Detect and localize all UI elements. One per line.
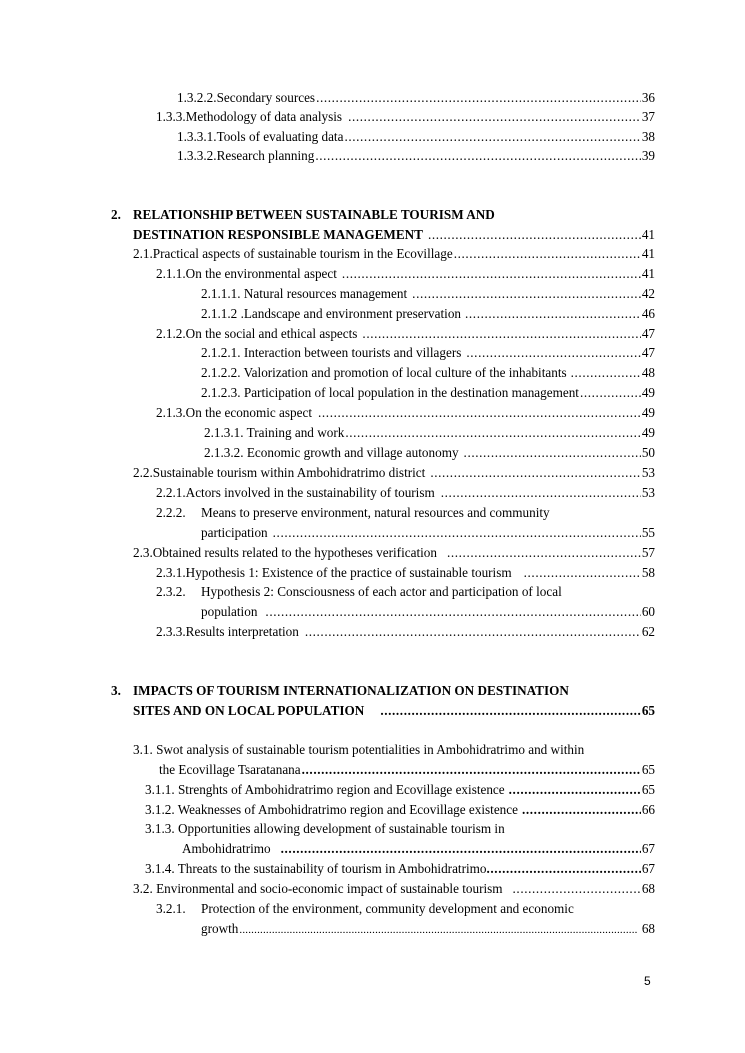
toc-page-number: 66: [641, 802, 655, 817]
toc-entry-title-line1[interactable]: 3.1.3. Opportunities allowing development of sustainable tourism in: [145, 821, 505, 836]
toc-entry[interactable]: [145, 782, 655, 798]
toc-leader-dots: [465, 306, 641, 322]
toc-leader-dots: [464, 445, 641, 461]
toc-entry[interactable]: [201, 525, 655, 541]
toc-page-number: 60: [641, 604, 655, 619]
toc-leader-dots: [524, 565, 641, 581]
toc-entry-title: 2.3.Obtained results related to the hypotheses verification: [133, 545, 437, 560]
toc-page-number: 46: [641, 306, 655, 321]
toc-entry-title-line2: participation: [201, 525, 268, 540]
toc-entry-title: 2.1.Practical aspects of sustainable tourism in the Ecovillage: [133, 246, 453, 261]
toc-leader-dots: [466, 345, 640, 361]
toc-leader-dots: [428, 227, 641, 243]
section-title-line2: DESTINATION RESPONSIBLE MANAGEMENT: [133, 227, 423, 242]
toc-leader-dots: [316, 90, 641, 106]
toc-entry-title: 2.1.2.3. Participation of local population in the destination management: [201, 385, 579, 400]
toc-page-number: 49: [641, 425, 655, 440]
toc-page-number: 48: [641, 365, 655, 380]
toc-entry-number: 2.1.1.: [156, 266, 186, 281]
toc-entry[interactable]: [156, 326, 655, 342]
toc-leader-dots: [318, 405, 641, 421]
toc-entry[interactable]: [177, 90, 655, 106]
toc-entry-number: 2.2.1.: [156, 485, 186, 500]
toc-page-number: 62: [641, 624, 655, 639]
toc-leader-dots: [345, 425, 641, 441]
toc-page-number: 49: [641, 405, 655, 420]
toc-entry[interactable]: [133, 703, 655, 719]
toc-leader-dots: [265, 604, 640, 620]
toc-page-number: 42: [641, 286, 655, 301]
toc-entry-title: 3.2. Environmental and socio-economic impact of sustainable tourism: [133, 881, 503, 896]
toc-entry-title: Methodology of data analysis: [185, 109, 343, 124]
toc-entry-title-line1[interactable]: Protection of the environment, community development and economic: [201, 901, 574, 916]
toc-entry-title: 2.1.2.2. Valorization and promotion of local culture of the inhabitants: [201, 365, 567, 380]
toc-entry-title: 1.3.3.2.Research planning: [177, 148, 315, 163]
toc-page-number: 68: [641, 881, 655, 896]
toc-leader-dots: [430, 465, 641, 481]
toc-entry-number: 2.2.2.: [156, 505, 186, 520]
toc-entry-title: 1.3.2.2.Secondary sources: [177, 90, 316, 105]
toc-entry-title-line1[interactable]: 3.1. Swot analysis of sustainable tourism potentialities in Ambohidratrimo and within: [133, 742, 585, 757]
toc-entry[interactable]: [156, 565, 655, 581]
toc-entry[interactable]: [156, 109, 655, 125]
toc-leader-dots: [315, 148, 640, 164]
toc-leader-dots: [344, 129, 640, 145]
toc-entry-title: 2.1.2.1. Interaction between tourists and villagers: [201, 345, 462, 360]
toc-leader-dots: [454, 246, 641, 262]
toc-leader-dots: [281, 841, 641, 857]
toc-leader-dots: [380, 703, 640, 719]
section-number: 3.: [111, 683, 121, 698]
toc-entry[interactable]: [201, 604, 655, 620]
toc-leader-dots: [509, 782, 641, 798]
toc-entry[interactable]: [133, 881, 655, 897]
toc-leader-dots: [580, 385, 641, 401]
toc-entry-title-line1[interactable]: Means to preserve environment, natural resources and community: [201, 505, 550, 520]
toc-entry-number: 2.3.2.: [156, 584, 186, 599]
toc-entry[interactable]: [177, 148, 655, 164]
toc-page-number: 49: [641, 385, 655, 400]
toc-entry-title: On the social and ethical aspects: [185, 326, 358, 341]
toc-entry-number: 2.3.1.: [156, 565, 186, 580]
toc-page-number: 37: [641, 109, 655, 124]
toc-entry[interactable]: [201, 921, 655, 938]
toc-entry-title: 3.1.1. Strenghts of Ambohidratrimo region and Ecovillage existence: [145, 782, 505, 797]
toc-entry[interactable]: [159, 762, 655, 778]
toc-entry-title-line2: Ambohidratrimo: [182, 841, 271, 856]
toc-entry-title: 3.1.4. Threats to the sustainability of tourism in Ambohidratrimo: [145, 861, 487, 876]
toc-leader-dots: [348, 109, 641, 125]
toc-entry[interactable]: [201, 385, 655, 401]
toc-entry-title: 3.1.2. Weaknesses of Ambohidratrimo region and Ecovillage existence: [145, 802, 518, 817]
toc-leader-dots: [441, 485, 641, 501]
toc-leader-dots: [239, 922, 637, 938]
toc-entry-number: 2.1.2.: [156, 326, 186, 341]
toc-page-number: 55: [641, 525, 655, 540]
toc-entry[interactable]: [177, 129, 655, 145]
toc-page-number: 68: [641, 921, 655, 936]
toc-leader-dots: [273, 525, 641, 541]
toc-page-number: 53: [641, 485, 655, 500]
toc-entry-number: 1.3.3.: [156, 109, 186, 124]
toc-page-number: 36: [641, 90, 655, 105]
toc-entry[interactable]: [133, 545, 655, 561]
toc-leader-dots: [447, 545, 641, 561]
toc-entry[interactable]: [201, 286, 655, 302]
toc-entry[interactable]: [201, 345, 655, 361]
toc-entry[interactable]: [182, 841, 655, 857]
toc-leader-dots: [522, 802, 641, 818]
toc-entry[interactable]: [156, 266, 655, 282]
toc-entry[interactable]: [201, 306, 655, 322]
toc-entry-title-line2: growth: [201, 921, 239, 936]
toc-entry-title-line2: the Ecovillage Tsaratanana: [159, 762, 301, 777]
toc-entry[interactable]: [201, 365, 655, 381]
toc-leader-dots: [362, 326, 640, 342]
toc-entry-title: 2.1.3.1. Training and work: [204, 425, 345, 440]
toc-leader-dots: [305, 624, 641, 640]
toc-entry-number: 2.3.3.: [156, 624, 186, 639]
toc-page-number: 57: [641, 545, 655, 560]
toc-leader-dots: [342, 266, 641, 282]
toc-leader-dots: [412, 286, 641, 302]
toc-entry-title: Results interpretation: [185, 624, 299, 639]
toc-entry[interactable]: [145, 802, 655, 818]
page-number: 5: [644, 974, 651, 988]
section-title-line2: SITES AND ON LOCAL POPULATION: [133, 703, 365, 718]
toc-entry-title: 1.3.3.1.Tools of evaluating data: [177, 129, 344, 144]
toc-entry-title: 2.1.1.2 .Landscape and environment preservation: [201, 306, 462, 321]
toc-entry-title: Actors involved in the sustainability of tourism: [185, 485, 435, 500]
toc-entry-title: On the environmental aspect: [185, 266, 337, 281]
toc-page-number: 65: [641, 703, 655, 718]
toc-page-number: 65: [641, 782, 655, 797]
toc-entry[interactable]: [204, 445, 655, 461]
toc-entry[interactable]: [156, 485, 655, 501]
section-title-line1[interactable]: IMPACTS OF TOURISM INTERNATIONALIZATION ON DESTINATION: [133, 683, 569, 698]
toc-page-number: 53: [641, 465, 655, 480]
toc-page-number: 58: [641, 565, 655, 580]
toc-entry-number: 3.2.1.: [156, 901, 186, 916]
toc-page-number: 39: [641, 148, 655, 163]
toc-leader-dots: [302, 762, 641, 778]
toc-page-number: 47: [641, 326, 655, 341]
toc-page-number: 41: [641, 246, 655, 261]
toc-page-number: 41: [641, 266, 655, 281]
toc-leader-dots: [571, 365, 641, 381]
section-number: 2.: [111, 207, 121, 222]
toc-entry[interactable]: [156, 405, 655, 421]
toc-leader-dots: [487, 861, 641, 877]
toc-entry-title: Hypothesis 1: Existence of the practice of sustainable tourism: [185, 565, 512, 580]
toc-page-number: 65: [641, 762, 655, 777]
toc-entry[interactable]: [204, 425, 655, 441]
toc-entry-title: 2.1.1.1. Natural resources management: [201, 286, 408, 301]
toc-entry[interactable]: [133, 227, 655, 243]
toc-page-number: 50: [641, 445, 655, 460]
toc-entry-title: 2.2.Sustainable tourism within Ambohidratrimo district: [133, 465, 426, 480]
toc-entry[interactable]: [156, 624, 655, 640]
toc-entry-title-line2: population: [201, 604, 258, 619]
section-title-line1[interactable]: RELATIONSHIP BETWEEN SUSTAINABLE TOURISM AND: [133, 207, 495, 222]
toc-entry[interactable]: [133, 465, 655, 481]
toc-page-number: 41: [641, 227, 655, 242]
toc-entry[interactable]: [133, 246, 655, 262]
toc-leader-dots: [513, 881, 641, 897]
toc-page-number: 67: [641, 861, 655, 876]
toc-entry-title-line1[interactable]: Hypothesis 2: Consciousness of each actor and participation of local: [201, 584, 562, 599]
toc-page-number: 47: [641, 345, 655, 360]
toc-entry-number: 2.1.3.: [156, 405, 186, 420]
toc-page-number: 67: [641, 841, 655, 856]
toc-page-number: 38: [641, 129, 655, 144]
toc-entry[interactable]: [145, 861, 655, 877]
toc-entry-title: 2.1.3.2. Economic growth and village autonomy: [204, 445, 459, 460]
toc-entry-title: On the economic aspect: [185, 405, 313, 420]
